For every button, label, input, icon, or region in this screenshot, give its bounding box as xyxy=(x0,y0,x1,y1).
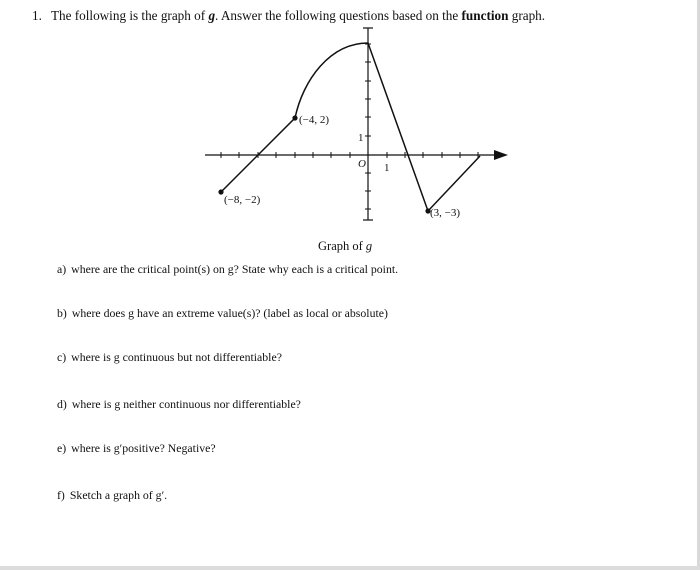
item-text: where does g have an extreme value(s)? (label as local or absolute) xyxy=(71,306,388,320)
point-label-2: (−4, 2) xyxy=(299,114,330,126)
question-bold-word: function xyxy=(461,8,509,23)
item-label: e) xyxy=(57,441,67,455)
graph-svg xyxy=(200,25,520,230)
graph-caption xyxy=(318,239,372,254)
point-dot xyxy=(218,189,223,194)
question-number: 1. xyxy=(32,8,42,23)
item-text: where is g continuous but not differentiable? xyxy=(71,350,282,364)
page-edge-bottom xyxy=(0,566,700,570)
question-intro-after: graph. xyxy=(511,8,546,23)
point-label-3: (3, −3) xyxy=(430,207,461,219)
list-item xyxy=(57,262,398,277)
list-item xyxy=(57,306,388,321)
tick-label-x-1: 1 xyxy=(384,162,390,174)
item-label: d) xyxy=(57,397,67,411)
item-text: where is g′positive? Negative? xyxy=(71,441,216,455)
item-label: b) xyxy=(57,306,67,320)
question-heading xyxy=(32,8,545,24)
list-item xyxy=(57,350,282,365)
item-label: f) xyxy=(57,488,65,502)
item-text: where is g neither continuous nor differentiable? xyxy=(71,397,301,411)
item-label: a) xyxy=(57,262,67,276)
item-label: c) xyxy=(57,350,67,364)
item-text: Sketch a graph of g′. xyxy=(69,488,168,502)
list-item xyxy=(57,397,301,412)
graph-caption-fn: g xyxy=(365,239,373,253)
question-function-name: g xyxy=(208,8,216,23)
question-intro-before: The following is the graph of xyxy=(50,8,206,23)
item-text: where are the critical point(s) on g? State why each is a critical point. xyxy=(71,262,399,276)
graph-caption-text: Graph of xyxy=(318,239,363,253)
origin-label: O xyxy=(358,158,366,170)
x-axis-arrow-icon xyxy=(494,150,508,160)
point-label-1: (−8, −2) xyxy=(224,194,261,206)
list-item xyxy=(57,441,216,456)
tick-label-y-1: 1 xyxy=(358,132,364,144)
question-intro-middle: . Answer the following questions based on the xyxy=(215,8,459,23)
point-dot xyxy=(292,115,297,120)
function-graph xyxy=(200,25,520,230)
curve-g xyxy=(221,43,480,211)
list-item xyxy=(57,488,167,503)
